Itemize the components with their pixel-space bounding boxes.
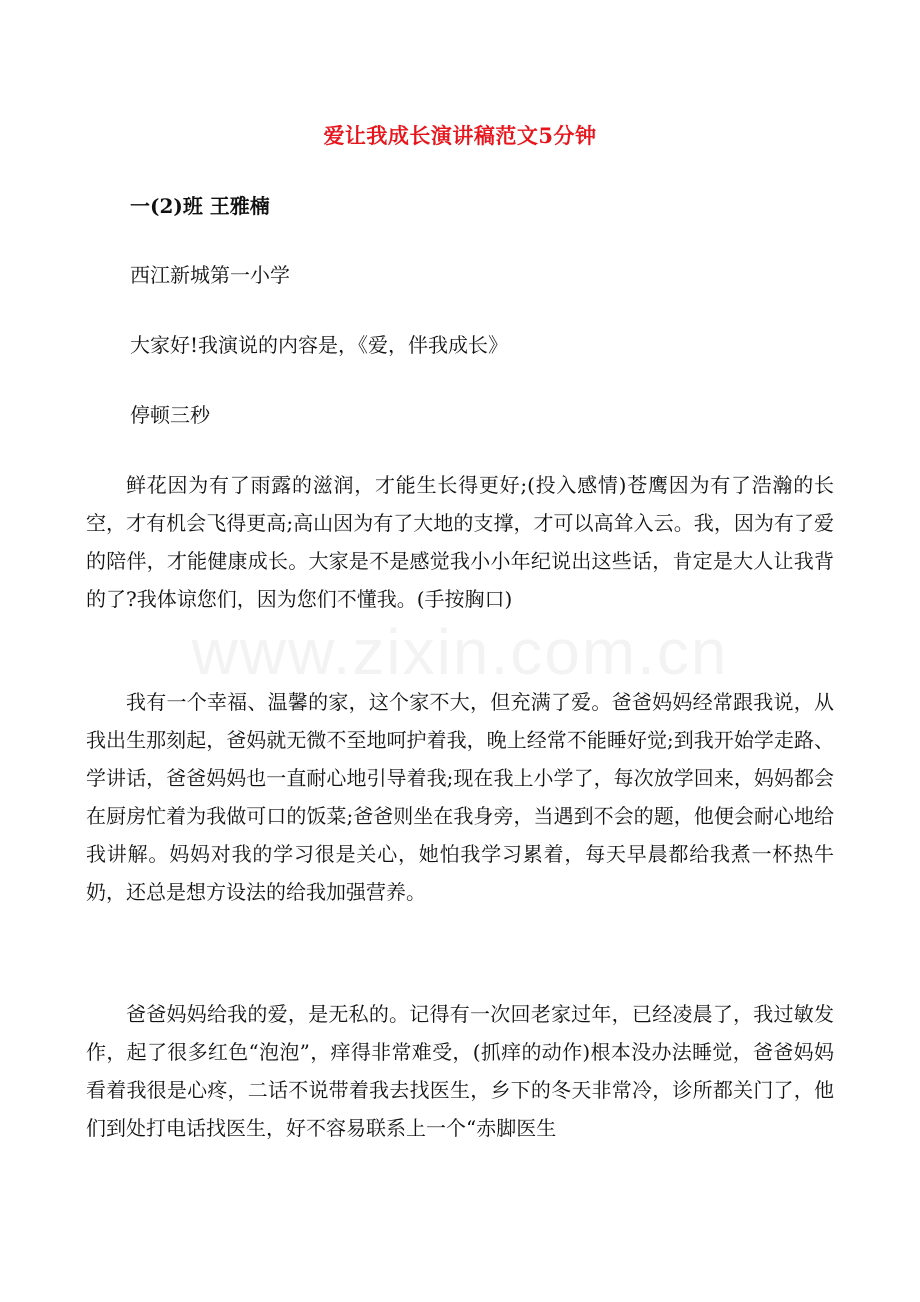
greeting-line: 大家好!我演说的内容是，《爱，伴我成长》 [130,333,509,357]
paragraph-2: 我有一个幸福、温馨的家，这个家不大，但充满了爱。爸爸妈妈经常跟我说，从我出生那刻起，爸妈就无微不至地呵护着我，晚上经常不能睡好觉;到我开始学走路、学讲话，爸爸妈妈也一直耐心地引导着我;现在我上小学了，每次放学回来，妈妈都会在厨房忙着为我做可口的饭菜;爸爸则坐在我身旁，当遇到不会的题，他便会耐心地给我讲解。妈妈对我的学习很是关心，她怕我学习累着，每天早晨都给我煮一杯热牛奶，还总是想方设法的给我加强营养。 [86,690,834,904]
paragraph-1: 鲜花因为有了雨露的滋润，才能生长得更好;(投入感情)苍鹰因为有了浩瀚的长空，才有机会飞得更高;高山因为有了大地的支撑，才可以高耸入云。我，因为有了爱的陪伴，才能健康成长。大家是不是感觉我小小年纪说出这些话，肯定是大人让我背的了?我体谅您们，因为您们不懂我。(手按胸口) [86,473,834,611]
document-title: 爱让我成长演讲稿范文5分钟 [323,123,597,148]
school-name: 西江新城第一小学 [130,263,290,287]
pause-note: 停顿三秒 [130,403,210,427]
watermark: www.zixin.com.cn [191,616,729,688]
paragraph-3: 爸爸妈妈给我的爱，是无私的。记得有一次回老家过年，已经凌晨了，我过敏发作，起了很多红色“泡泡”，痒得非常难受，(抓痒的动作)根本没办法睡觉，爸爸妈妈看着我很是心疼，二话不说带着我去找医生，乡下的冬天非常冷，诊所都关门了，他们到处打电话找医生，好不容易联系上一个“赤脚医生 [86,1002,834,1140]
author-byline: 一(2)班 王雅楠 [130,194,270,218]
